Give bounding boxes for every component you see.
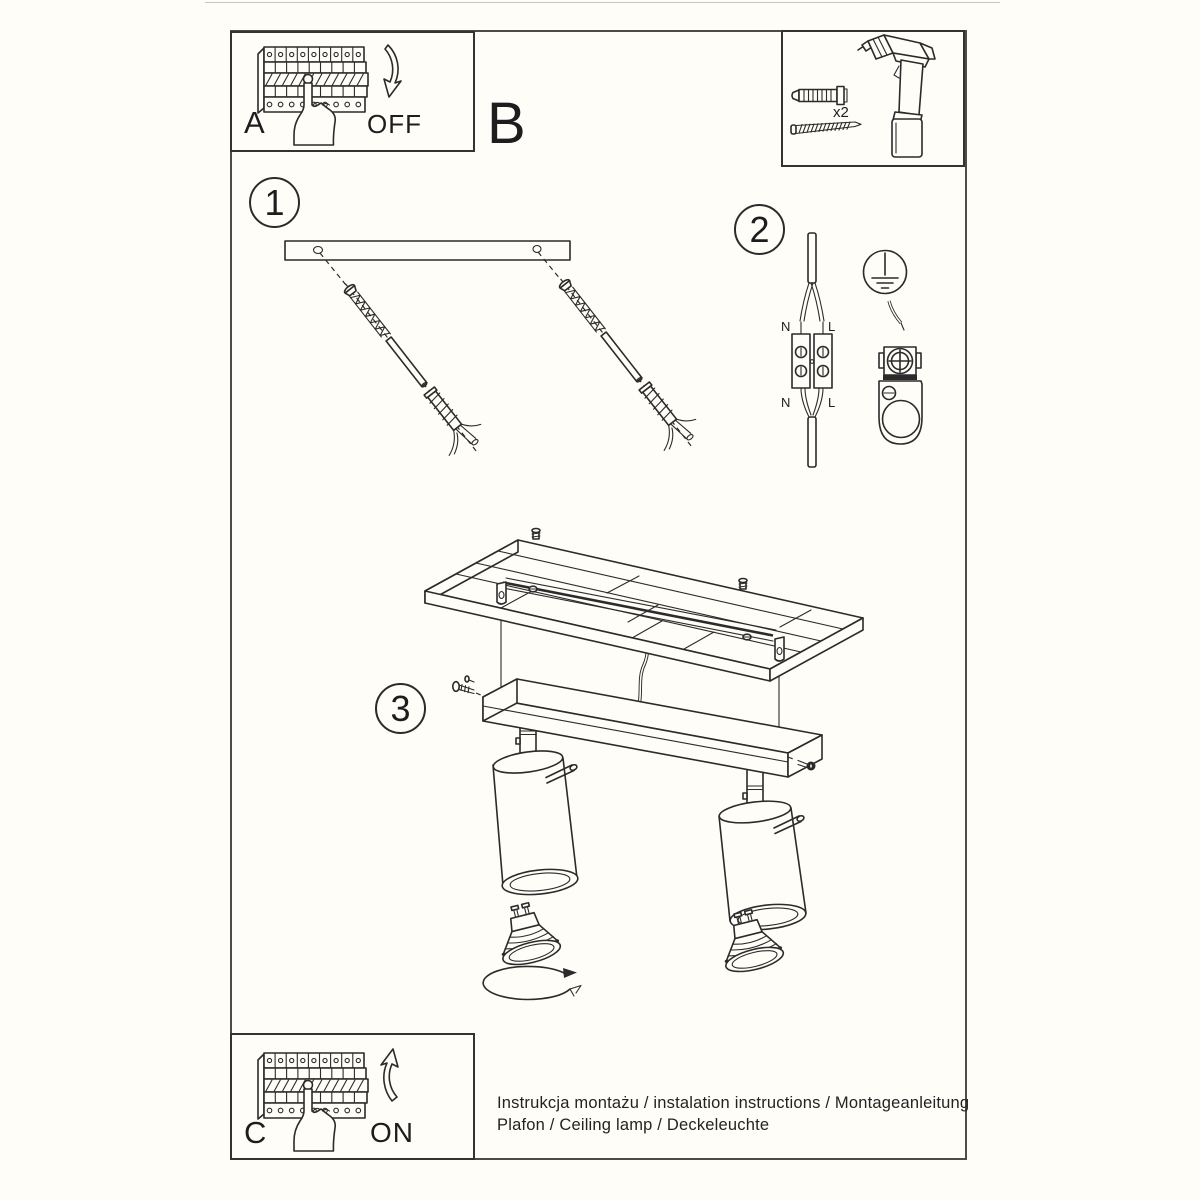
panel-a-label: A xyxy=(244,105,265,140)
step-3-number: 3 xyxy=(390,687,411,729)
supply-cable-bottom xyxy=(808,417,816,467)
screw-icon xyxy=(791,122,861,134)
ground-wire-icon xyxy=(889,301,904,330)
drill-icon xyxy=(858,35,935,157)
step-1-badge xyxy=(249,177,300,228)
tools-quantity: x2 xyxy=(833,104,849,121)
panel-c-label: C xyxy=(244,1115,267,1150)
panel-a-action: OFF xyxy=(367,109,422,139)
footer-instructions: Instrukcja montażu / instalation instructions / Montageanleitung xyxy=(497,1094,970,1112)
wire-label-l-bottom: L xyxy=(828,395,836,410)
anchor-screw-left-icon xyxy=(327,272,495,469)
ground-symbol-icon xyxy=(864,251,907,294)
spotlight-right-icon xyxy=(718,798,807,933)
wire-label-l-top: L xyxy=(828,319,836,334)
section-b-label: B xyxy=(487,91,526,156)
tools-box xyxy=(781,30,965,167)
base-screw-left-icon xyxy=(453,676,483,696)
arrow-up-icon xyxy=(381,1049,398,1101)
arrow-down-icon xyxy=(384,45,401,97)
panel-c-box xyxy=(230,1033,475,1160)
step-1-number: 1 xyxy=(264,181,285,223)
anchor-screw-right-icon xyxy=(542,267,710,464)
step-2-number: 2 xyxy=(749,208,770,250)
wiring-diagram xyxy=(775,225,940,475)
panel-c-action: ON xyxy=(370,1117,414,1148)
gu10-bulb-left-icon xyxy=(491,898,563,970)
wire-label-n-bottom: N xyxy=(781,395,791,410)
ground-terminal-icon xyxy=(879,347,922,444)
footer-product: Plafon / Ceiling lamp / Deckeleuchte xyxy=(497,1116,770,1134)
terminal-block-icon xyxy=(792,334,832,388)
panel-a-box xyxy=(230,31,475,152)
supply-cable-top xyxy=(808,233,816,283)
wire-label-n-top: N xyxy=(781,319,791,334)
wall-plug-icon xyxy=(792,87,847,105)
paper-edge xyxy=(205,2,1000,3)
spotlight-left-icon xyxy=(492,747,579,898)
lamp-assembly-diagram xyxy=(370,525,910,1075)
rotation-arrow-icon xyxy=(483,966,581,999)
mounting-bar-diagram xyxy=(270,225,730,470)
